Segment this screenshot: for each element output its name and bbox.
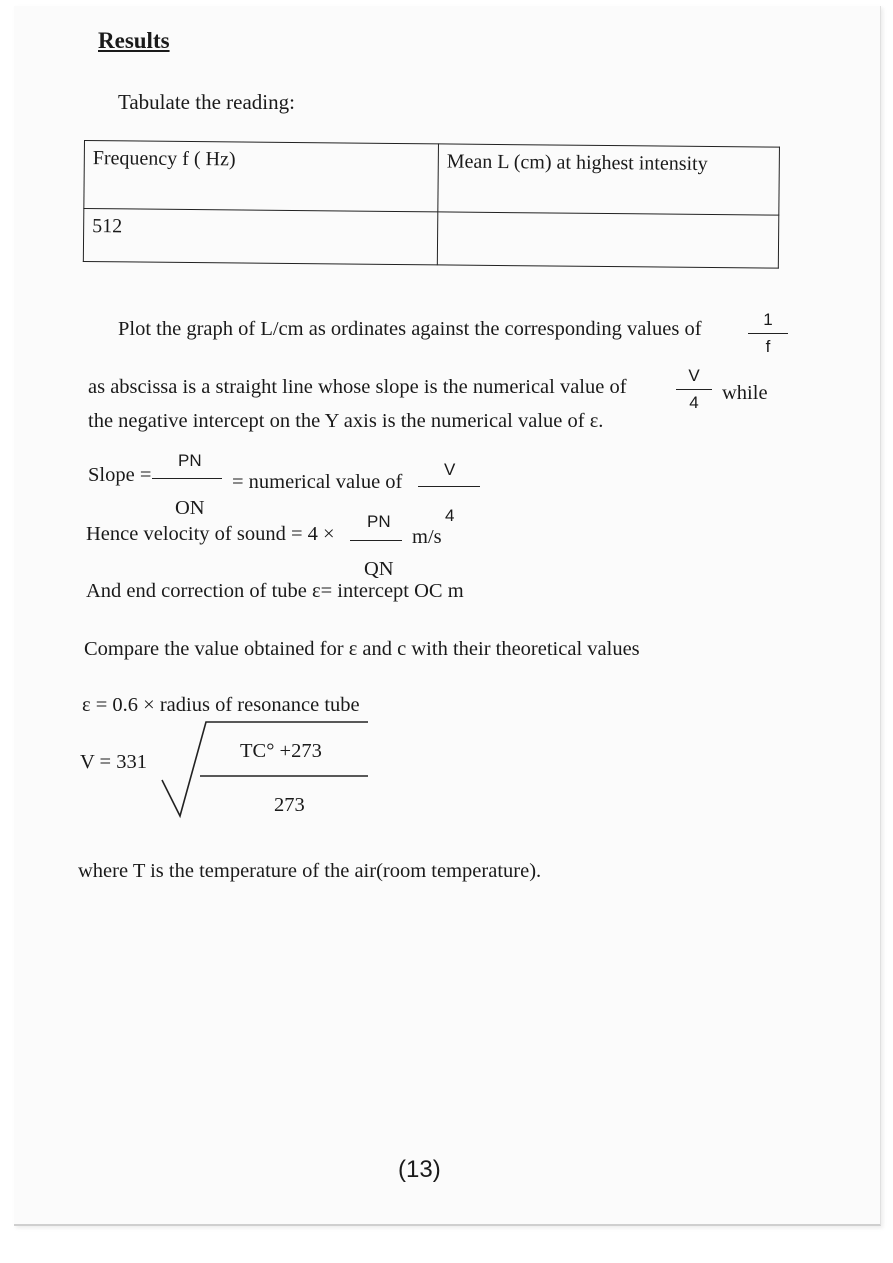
square-root-sign (160, 718, 370, 820)
slope-rhs-denominator: 4 (445, 506, 455, 525)
slope-fraction-bar (152, 478, 222, 479)
readings-table (83, 140, 780, 269)
paragraph-while: while (722, 382, 768, 404)
fraction-numerator: V (688, 366, 700, 385)
paragraph-line-2: as abscissa is a straight line whose slope is the numerical value of (88, 376, 627, 398)
fraction-bar (676, 389, 712, 390)
fraction-numerator: 1 (763, 310, 773, 329)
slope-denominator: ON (175, 497, 205, 519)
fraction-denominator: 4 (689, 393, 699, 412)
velocity-numerator: PN (367, 512, 391, 531)
slope-numerator: PN (178, 451, 202, 470)
results-heading: Results (98, 28, 170, 53)
page-number: (13) (398, 1156, 441, 1183)
slope-rhs-numerator: V (444, 460, 456, 479)
cell-frequency: 512 (83, 209, 437, 265)
tabulate-instruction: Tabulate the reading: (118, 90, 295, 114)
compare-text: Compare the value obtained for ε and c with their theoretical values (84, 638, 640, 660)
table-header-row (84, 141, 780, 216)
fraction-denominator: f (765, 337, 771, 356)
v-formula-label: V = 331 (80, 751, 147, 773)
velocity-unit: m/s (412, 526, 442, 548)
header-frequency: Frequency f ( Hz) (84, 141, 439, 212)
fraction-one-over-f (748, 310, 788, 357)
slope-label: Slope = (88, 464, 152, 486)
header-mean-length: Mean L (cm) at highest intensity (438, 144, 780, 215)
table-row (83, 209, 778, 269)
temperature-note: where T is the temperature of the air(room temperature). (78, 860, 542, 882)
epsilon-formula: ε = 0.6 × radius of resonance tube (82, 694, 360, 716)
slope-middle-text: = numerical value of (232, 471, 403, 493)
v-formula-numerator: TC° +273 (240, 740, 322, 762)
velocity-text: Hence velocity of sound = 4 × (86, 523, 335, 545)
paragraph-line-1: Plot the graph of L/cm as ordinates against the corresponding values of (118, 318, 702, 340)
fraction-v-over-4 (676, 366, 712, 413)
end-correction-text: And end correction of tube ε= intercept OC m (86, 580, 464, 602)
velocity-denominator: QN (364, 558, 394, 580)
paragraph-line-3: the negative intercept on the Y axis is the numerical value of ε. (88, 410, 604, 432)
velocity-fraction-bar (350, 540, 402, 541)
fraction-bar (748, 333, 788, 334)
slope-rhs-fraction-bar (418, 486, 480, 487)
v-formula-denominator: 273 (274, 794, 305, 816)
cell-mean-length (437, 212, 778, 268)
